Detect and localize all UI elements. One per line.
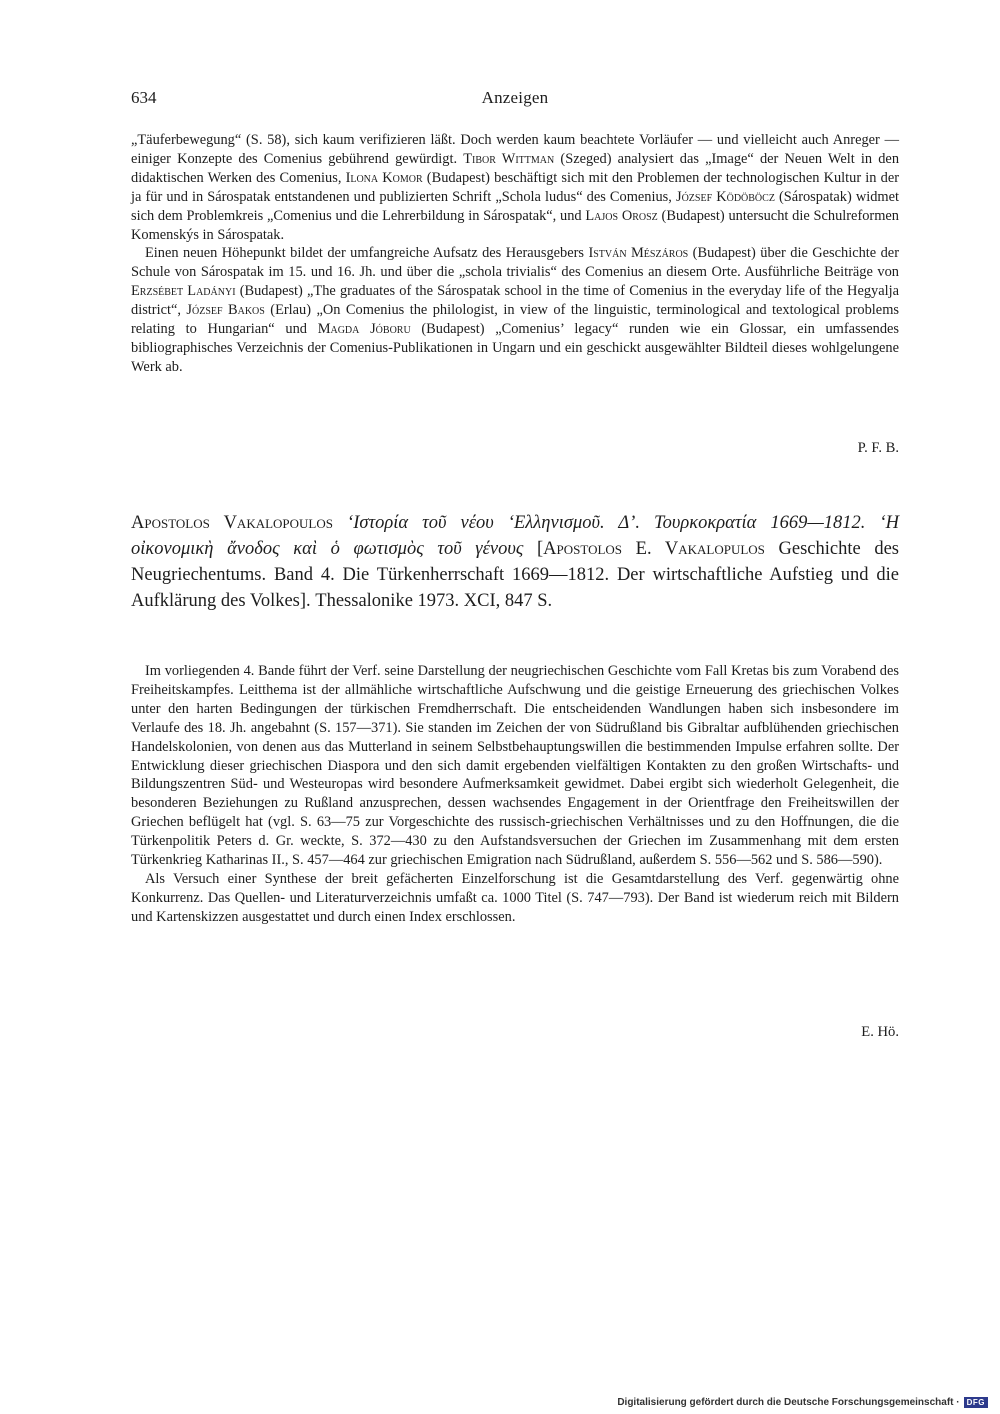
author-name: Lajos Orosz — [585, 207, 658, 224]
review-2-paragraph-1: Im vorliegenden 4. Bande führt der Verf. seine Darstellung der neugriechischen Geschichte vom Fall Kretas bis zum Vorabend des Freiheitskampfes. Leitthema ist der allmähliche wirtschaftliche Aufschwung und die geistige Erneuerung des griechischen Volkes unter den harten Bedingungen der türkischen Fremdherrschaft. Die entscheidenden Wandlungen haben sich insbesondere im Verlaufe des 18. Jh. angebahnt (S. 157—371). Sie standen im Zeichen der von Südrußland bis Gibraltar aufblühenden griechischen Handelskolonien, von denen aus das Mutterland in seinem Selbstbehauptungswillen die bestimmenden Impulse erfahren sollte. Der Entwicklung dieser griechischen Diaspora und den sich damit ergebenden vielfältigen Kontakten zu den großen Wirtschafts- und Bildungszentren Süd- und Westeuropas wird besondere Aufmerksamkeit gewidmet. Dabei ergibt sich wiederholt Gelegenheit, die besonderen Beziehungen zu Rußland anzusprechen, dessen wachsendes Engagement in der Orientfrage den Freiheitswillen der Griechen beflügelt hat (vgl. S. 63—75 zur Vorgeschichte des russisch-griechischen Verhältnisses und zu den Hoffnungen, die die Türkenpolitik Peters d. Gr. weckte, S. 372—430 zu den Aufstandsversuchen der Griechen im Zusammenhang mit dem ersten Türkenkrieg Katharinas II., S. 457—464 zur griechischen Emigration nach Südrußland, außerdem S. 556—562 und S. 586—590). — [131, 663, 899, 869]
dfg-logo: DFG — [964, 1397, 988, 1408]
review-2 — [131, 662, 899, 927]
page-number: 634 — [131, 88, 157, 107]
running-head: Anzeigen — [481, 88, 549, 107]
book-author-transliterated: Apostolos E. Vakalopulos — [543, 539, 765, 559]
dfg-footer — [617, 1397, 988, 1408]
author-name: Magda Jóboru — [317, 321, 411, 338]
book-german-title: Geschichte des Neugriechentums. Band 4. Die Türkenherrschaft 1669—1812. Der wirtschaftliche Aufstieg und die Aufklärung des Volkes]. Thessalonike 1973. XCI, 847 S. — [131, 539, 899, 611]
review-1-paragraph-1: „Täuferbewegung“ (S. 58), sich kaum verifizieren läßt. Doch werden kaum beachtete Vorläufer — und vielleicht auch Anreger — einiger Konzepte des Comenius gebührend gewürdigt. Tibor Wittman (Szeged) analysiert das „Image“ der Neuen Welt in den didaktischen Werken des Comenius, Ilona Komor (Budapest) beschäftigt sich mit den Problemen der technologischen Kultur in der ja für und in Sárospatak entstandenen und publizierten Schrift „Schola ludus“ des Comenius, József Ködöböcz (Sárospatak) widmet sich dem Problemkreis „Comenius und die Lehrerbildung in Sárospatak“, und Lajos Orosz (Budapest) untersucht die Schulreformen Komenskýs in Sárospatak. — [131, 132, 900, 243]
author-name: Tibor Wittman — [463, 150, 555, 167]
book-greek-title: ‘Ιστορία τοῦ νέου ‘Ελληνισμοῦ. Δ’. Τουρκοκρατία 1669—1812. ‘Η οἰκονομικὴ ἄνοδος καὶ ὁ φωτισμὸς τοῦ γένους — [131, 513, 899, 559]
review-2-paragraph-2: Als Versuch einer Synthese der breit gefächerten Einzelforschung ist die Gesamtdarstellung des Verf. gegenwärtig ohne Konkurrenz. Das Quellen- und Literaturverzeichnis umfaßt ca. 1000 Titel (S. 747—793). Der Band ist wiederum reich mit Bildern und Kartenskizzen ausgestattet und durch einen Index erschlossen. — [131, 870, 899, 925]
author-name: Erzsébet Ladányi — [131, 283, 236, 300]
author-name: József Ködöböcz — [675, 188, 775, 205]
review-1 — [131, 131, 899, 377]
book-citation: Apostolos Vakalopoulos ‘Ιστορία τοῦ νέου ‘Ελληνισμοῦ. Δ’. Τουρκοκρατία 1669—1812. ‘Η οἰκονομικὴ ἄνοδος καὶ ὁ φωτισμὸς τοῦ γένους [Apostolos E. Vakalopulos Geschichte des Neugriechentums. Band 4. Die Türkenherrschaft 1669—1812. Der wirtschaftliche Aufstieg und die Aufklärung des Volkes]. Thessalonike 1973. XCI, 847 S. — [131, 513, 899, 611]
dfg-footer-text: Digitalisierung gefördert durch die Deutsche Forschungsgemeinschaft · — [617, 1397, 960, 1408]
page-header — [131, 88, 899, 112]
review-1-signature: P. F. B. — [857, 440, 899, 456]
book-author: Apostolos Vakalopoulos — [131, 513, 333, 533]
author-name: István Mészáros — [588, 245, 689, 262]
author-name: Ilona Komor — [345, 169, 423, 186]
review-2-signature: E. Hö. — [861, 1024, 899, 1040]
author-name: József Bakos — [186, 302, 265, 319]
review-1-paragraph-2: Einen neuen Höhepunkt bildet der umfangreiche Aufsatz des Herausgebers István Mészáros (Budapest) über die Geschichte der Schule von Sárospatak im 15. und 16. Jh. und über die „schola trivialis“ des Comenius an diesem Orte. Ausführliche Beiträge von Erzsébet Ladányi (Budapest) „The graduates of the Sárospatak school in the time of Comenius in the everyday life of the Hegyalja district“, József Bakos (Erlau) „On Comenius the philologist, in view of the linguistic, terminological and textological problems relating to Hungarian“ und Magda Jóboru (Budapest) „Comenius’ legacy“ runden wie ein Glossar, ein umfassendes bibliographisches Verzeichnis der Comenius-Publikationen in Ungarn und ein geschickt ausgewählter Bildteil dieses wohlgelungene Werk ab. — [131, 245, 900, 375]
